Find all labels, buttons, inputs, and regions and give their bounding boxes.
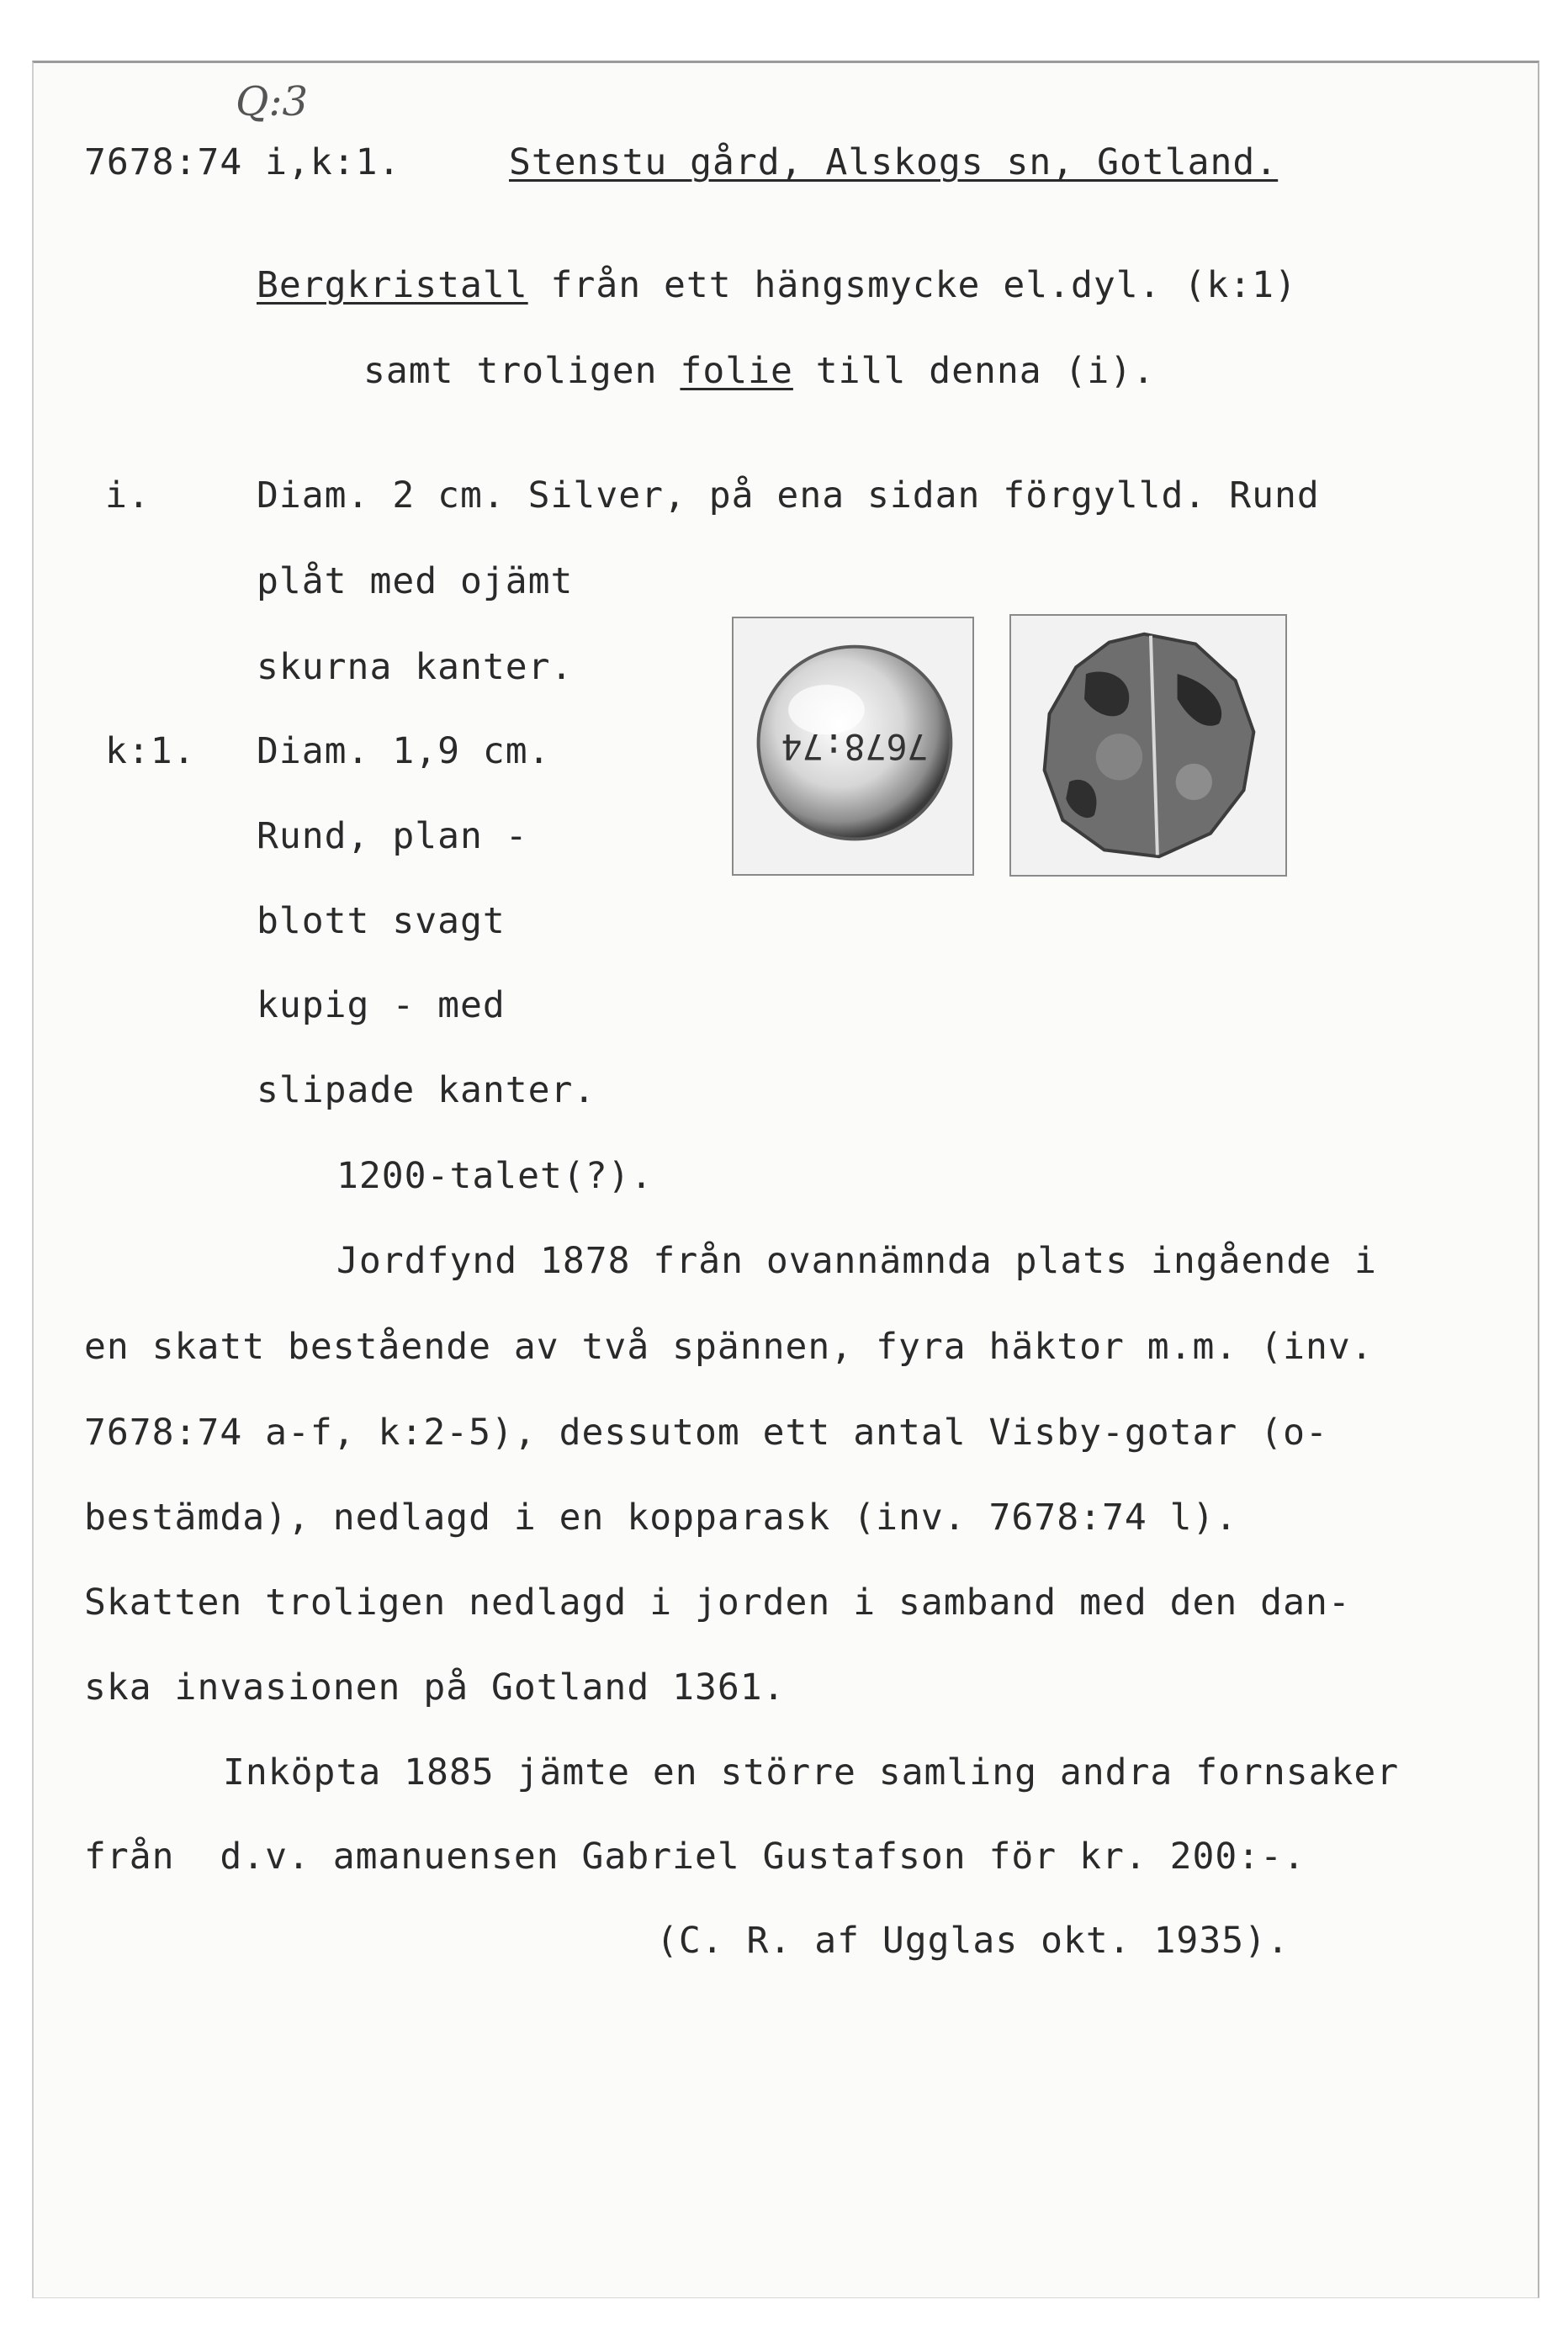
subtitle-line1-rest: från ett hängsmycke el.dyl. (k:1) [527, 264, 1297, 306]
catalog-card [32, 61, 1539, 2298]
item-k-line: Rund, plan - [257, 815, 528, 857]
paragraph1-line: Skatten troligen nedlagd i jorden i samband med den dan- [84, 1582, 1351, 1624]
paragraph2-line: från d.v. amanuensen Gabriel Gustafson för kr. 200:-. [84, 1836, 1306, 1878]
signature: (C. R. af Ugglas okt. 1935). [656, 1920, 1290, 1962]
paragraph2-line: Inköpta 1885 jämte en större samling andra fornsaker [223, 1751, 1400, 1794]
paragraph1-line: bestämda), nedlagd i en kopparask (inv. 7678:74 l). [84, 1497, 1238, 1539]
paragraph1-line: en skatt bestående av två spännen, fyra häktor m.m. (inv. [84, 1326, 1374, 1368]
paragraph1-line: ska invasionen på Gotland 1361. [84, 1666, 786, 1709]
header-inventory: 7678:74 i,k:1. [84, 141, 401, 183]
item-i-line1: Diam. 2 cm. Silver, på ena sidan förgylld. Rund [257, 474, 1320, 517]
photo-rock-crystal [732, 617, 974, 876]
item-k-label: k:1. [105, 730, 196, 772]
paragraph1-line: Jordfynd 1878 från ovannämnda plats ingående i [336, 1240, 1377, 1282]
rock-crystal-image [734, 618, 972, 874]
term-folie: folie [680, 350, 793, 392]
crystal-inscription: 7678:74 [781, 726, 929, 767]
item-k-line: slipade kanter. [257, 1069, 596, 1111]
item-k-dating: 1200-talet(?). [336, 1155, 654, 1197]
paragraph1-line: 7678:74 a-f, k:2-5), dessutom ett antal Visby-gotar (o- [84, 1412, 1328, 1454]
term-bergkristall: Bergkristall [257, 264, 528, 306]
subtitle-line1 [257, 263, 1297, 307]
item-i-label: i. [105, 474, 151, 517]
item-i-line3: skurna kanter. [257, 646, 574, 688]
subtitle-line2-pre: samt troligen [363, 350, 681, 392]
subtitle-line2-post: till denna (i). [792, 350, 1156, 392]
handwritten-mark: Q:3 [236, 78, 309, 125]
silver-foil-image [1011, 616, 1285, 875]
photo-silver-foil [1009, 614, 1287, 877]
item-k-line: blott svagt [257, 900, 506, 942]
item-k-line: Diam. 1,9 cm. [257, 730, 551, 772]
header-location: Stenstu gård, Alskogs sn, Gotland. [509, 141, 1279, 183]
item-k-line: kupig - med [257, 984, 506, 1026]
item-i-line2: plåt med ojämt [257, 560, 574, 602]
subtitle-line2 [363, 349, 1155, 393]
